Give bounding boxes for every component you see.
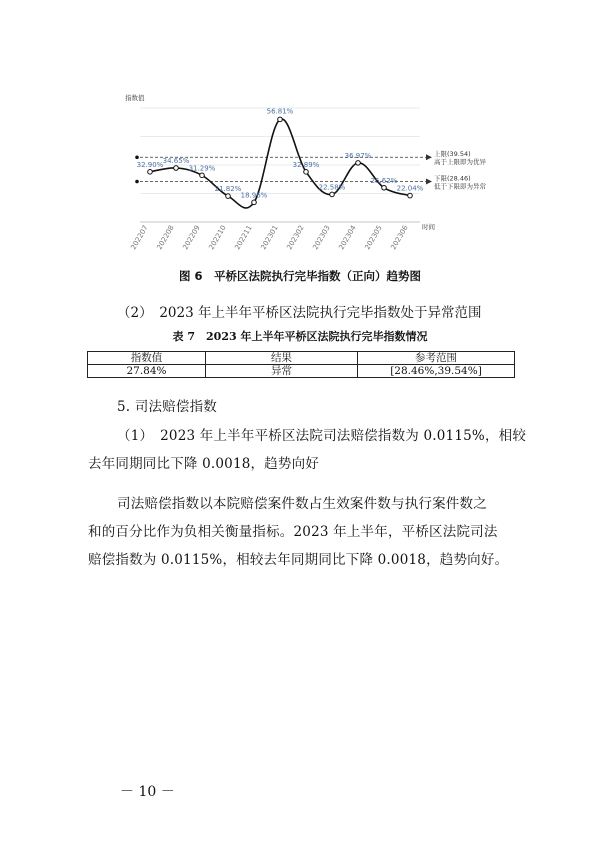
data-point — [356, 161, 361, 166]
data-label: 56.81% — [266, 107, 294, 116]
data-point — [148, 169, 153, 174]
cell-index-value: 27.84% — [88, 365, 206, 378]
data-label: 34.65% — [162, 156, 190, 165]
subsection-heading: （2） 2023 年上半年平桥区法院执行完毕指数处于异常范围 — [117, 305, 482, 321]
data-label: 22.58% — [318, 183, 346, 192]
lower-limit-arrow — [426, 179, 432, 185]
table-header-row — [88, 352, 515, 365]
data-point — [382, 185, 387, 190]
upper-limit-label: 上限(39.54) — [434, 150, 471, 159]
data-point — [408, 193, 413, 198]
x-tick-label: 202207 — [129, 224, 150, 252]
x-tick-label: 202209 — [181, 224, 202, 252]
data-label: 31.29% — [188, 164, 216, 173]
header-reference-range: 参考范围 — [358, 352, 515, 365]
table-title: 表 7 2023 年上半年平桥区法院执行完毕指数情况 — [172, 330, 428, 343]
figure-caption: 图 6 平桥区法院执行完毕指数（正向）趋势图 — [178, 269, 421, 283]
x-tick-label: 202302 — [285, 224, 306, 252]
data-point — [304, 170, 309, 175]
x-tick-label: 202211 — [233, 224, 254, 252]
item-line-2: 去年同期同比下降 0.0018，趋势向好 — [88, 456, 320, 472]
data-point — [174, 166, 179, 171]
x-tick-label: 202303 — [311, 224, 332, 252]
upper-limit-dot — [135, 155, 139, 159]
data-point — [226, 194, 231, 199]
data-label: 32.90% — [136, 160, 164, 169]
data-point — [278, 117, 283, 122]
data-label: 36.97% — [344, 151, 372, 160]
lower-limit-dot — [135, 180, 139, 184]
paragraph-line-1: 司法赔偿指数以本院赔偿案件数占生效案件数与执行案件数之 — [117, 496, 487, 512]
header-result: 结果 — [206, 352, 358, 365]
paragraph-line-2: 和的百分比作为负相关衡量指标。2023 年上半年，平桥区法院司法 — [88, 524, 498, 540]
index-table — [87, 351, 515, 378]
x-tick-label: 202208 — [155, 224, 176, 252]
cell-reference-range: [28.46%,39.54%] — [358, 365, 515, 378]
data-label: 32.89% — [292, 160, 320, 169]
upper-limit-arrow — [426, 154, 432, 160]
trend-chart — [118, 90, 490, 262]
paragraph-line-3: 赔偿指数为 0.0115%，相较去年同期同比下降 0.0018，趋势向好。 — [88, 552, 509, 568]
x-axis-label: 时间 — [422, 223, 435, 231]
data-point — [330, 192, 335, 197]
x-tick-label: 202301 — [259, 224, 280, 252]
section-heading: 5. 司法赔偿指数 — [117, 399, 217, 415]
x-tick-label: 202210 — [207, 224, 228, 252]
x-tick-label: 202305 — [363, 224, 384, 252]
data-label: 25.62% — [370, 176, 398, 185]
lower-limit-note: 低于下限即为异常 — [434, 182, 486, 191]
data-label: 21.82% — [214, 185, 242, 194]
table-row — [88, 365, 515, 378]
lower-limit-label: 下限(28.46) — [434, 174, 471, 183]
data-point — [200, 173, 205, 178]
data-label: 18.96% — [240, 191, 268, 200]
y-axis-label: 指数值 — [125, 94, 145, 102]
data-point — [252, 200, 257, 205]
data-label: 22.04% — [396, 184, 424, 193]
upper-limit-note: 高于上限即为优异 — [434, 158, 486, 167]
cell-result: 异常 — [206, 365, 358, 378]
page-number: － 10 － — [120, 784, 175, 800]
trend-chart-svg — [118, 90, 490, 262]
item-line-1: （1） 2023 年上半年平桥区法院司法赔偿指数为 0.0115%，相较 — [117, 428, 527, 444]
x-tick-label: 202306 — [389, 224, 410, 252]
x-tick-label: 202304 — [337, 224, 358, 252]
header-index-value: 指数值 — [88, 352, 206, 365]
